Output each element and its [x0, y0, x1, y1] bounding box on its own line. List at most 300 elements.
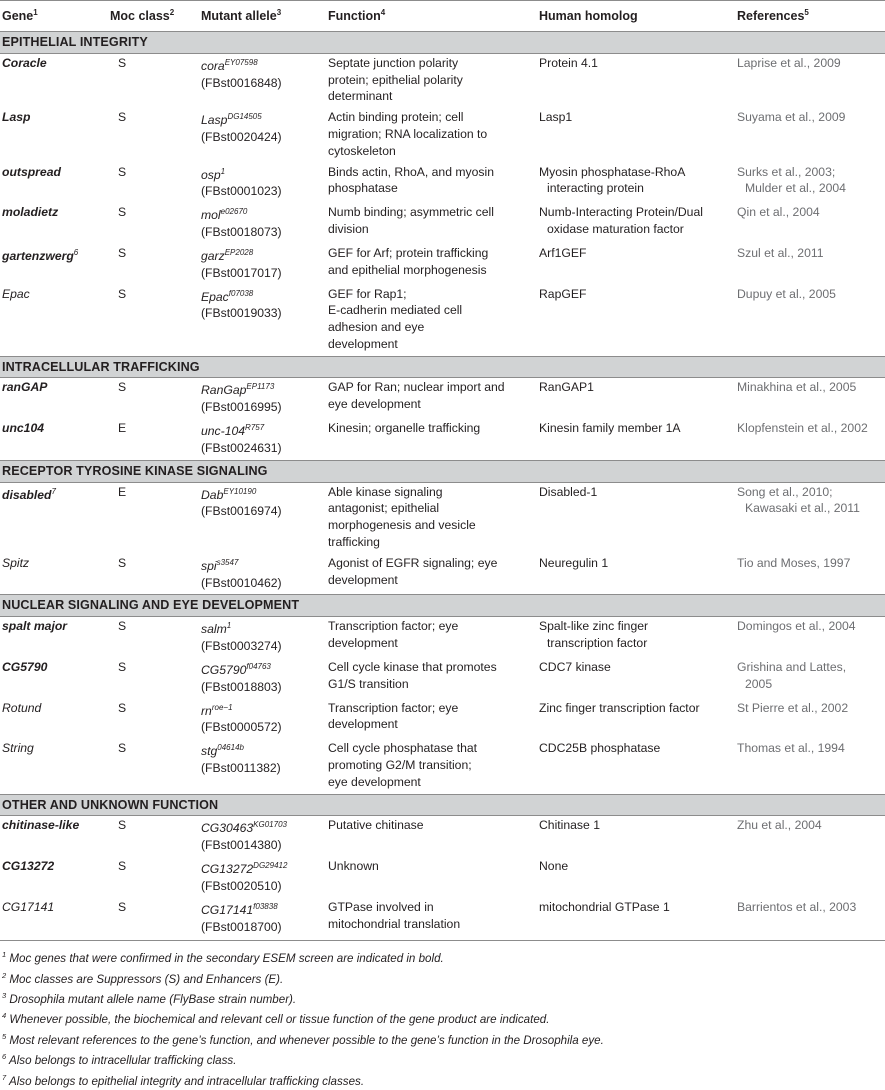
gene-cell: [0, 739, 108, 794]
allele-name: salm: [201, 622, 227, 637]
allele-name: Lasp: [201, 113, 228, 128]
moc-class-cell: S: [118, 818, 127, 833]
gene-name: unc104: [2, 421, 45, 436]
gene-name: moladietz: [2, 205, 59, 220]
function-line: GEF for Arf; protein trafficking: [328, 245, 489, 260]
homolog-line: interacting protein: [547, 181, 644, 196]
strain-number: (FBst0017017): [201, 265, 282, 280]
moc-class-cell: S: [118, 659, 127, 674]
allele-cell: [199, 285, 326, 357]
references-cell: [735, 857, 885, 898]
function-line: GTPase involved in: [328, 899, 434, 914]
function-cell: [326, 699, 537, 740]
function-cell: [326, 108, 537, 162]
footnote-number: 4: [2, 1011, 7, 1021]
allele-cell: [199, 378, 326, 419]
strain-number: (FBst0016848): [201, 75, 282, 90]
strain-number: (FBst0018803): [201, 679, 282, 694]
strain-number: (FBst0018700): [201, 919, 282, 934]
function-cell: [326, 658, 537, 699]
reference-line: Szul et al., 2011: [737, 245, 824, 260]
footnotes: [0, 947, 885, 1090]
homolog-cell: [537, 617, 735, 658]
strain-number: (FBst0003274): [201, 639, 282, 654]
homolog-line: CDC7 kinase: [539, 659, 611, 674]
function-line: and epithelial morphogenesis: [328, 262, 487, 277]
references-cell: [735, 108, 885, 162]
function-line: Binds actin, RhoA, and myosin: [328, 164, 494, 179]
function-line: development: [328, 572, 398, 587]
table-row: [0, 658, 885, 699]
column-header-footnote: 1: [33, 8, 38, 17]
function-line: E-cadherin mediated cell: [328, 303, 463, 318]
section-title: NUCLEAR SIGNALING AND EYE DEVELOPMENT: [0, 595, 885, 617]
section-header-row: [0, 356, 885, 378]
table-row: [0, 898, 885, 941]
gene-name: chitinase-like: [2, 818, 80, 833]
gene-name: CG13272: [2, 859, 55, 874]
reference-line: Suyama et al., 2009: [737, 110, 846, 125]
moc-class-cell: E: [118, 421, 127, 436]
allele-superscript: DG14505: [227, 112, 262, 122]
gene-cell: [0, 482, 108, 554]
moc-class-cell: S: [118, 741, 127, 756]
table-row: [0, 108, 885, 162]
function-line: GEF for Rap1;: [328, 286, 407, 301]
allele-cell: [199, 617, 326, 658]
homolog-cell: [537, 108, 735, 162]
function-line: development: [328, 636, 398, 651]
allele-cell: [199, 419, 326, 460]
homolog-line: Spalt-like zinc finger: [539, 619, 649, 634]
function-cell: [326, 554, 537, 595]
section-header-row: [0, 31, 885, 53]
strain-number: (FBst0019033): [201, 306, 282, 321]
reference-line: Zhu et al., 2004: [737, 818, 822, 833]
function-line: Cell cycle kinase that promotes: [328, 659, 497, 674]
homolog-line: Myosin phosphatase-RhoA: [539, 164, 686, 179]
section-header-row: [0, 460, 885, 482]
function-line: Unknown: [328, 859, 379, 874]
gene-cell: [0, 699, 108, 740]
footnote-number: 1: [2, 950, 7, 960]
reference-line: St Pierre et al., 2002: [737, 700, 849, 715]
reference-line: Dupuy et al., 2005: [737, 286, 836, 301]
strain-number: (FBst0016974): [201, 504, 282, 519]
gene-name: String: [2, 741, 34, 756]
reference-line: Song et al., 2010;: [737, 484, 833, 499]
homolog-line: Disabled-1: [539, 484, 598, 499]
function-line: promoting G2/M transition;: [328, 758, 472, 772]
function-cell: [326, 163, 537, 204]
function-cell: [326, 419, 537, 460]
footnote-number: 3: [2, 991, 7, 1001]
gene-cell: [0, 203, 108, 244]
reference-line: Klopfenstein et al., 2002: [737, 421, 868, 436]
footnote: [2, 947, 885, 967]
function-line: Actin binding protein; cell: [328, 110, 464, 125]
allele-cell: [199, 898, 326, 941]
header-row: [0, 1, 885, 32]
gene-name: disabled: [2, 487, 52, 502]
strain-number: (FBst0010462): [201, 575, 282, 590]
gene-name: Rotund: [2, 700, 42, 715]
function-cell: [326, 857, 537, 898]
column-header-label: References: [737, 9, 805, 24]
gene-name: Spitz: [2, 555, 30, 570]
footnote: [2, 1070, 885, 1090]
reference-line: Kawasaki et al., 2011: [745, 501, 860, 516]
allele-cell: [199, 244, 326, 285]
footnote-text: Also belongs to epithelial integrity and intracellular trafficking classes.: [6, 1074, 365, 1088]
allele-cell: [199, 699, 326, 740]
gene-cell: [0, 419, 108, 460]
homolog-cell: [537, 554, 735, 595]
allele-name: Dab: [201, 487, 224, 502]
reference-line: Tio and Moses, 1997: [737, 555, 851, 570]
function-cell: [326, 482, 537, 554]
column-header-footnote: 3: [276, 8, 282, 17]
allele-name: Epac: [201, 289, 229, 304]
function-line: adhesion and eye: [328, 320, 425, 335]
column-header: [199, 1, 326, 32]
gene-cell: [0, 378, 108, 419]
footnote: [2, 968, 885, 988]
gene-cell: [0, 898, 108, 941]
reference-line: Domingos et al., 2004: [737, 619, 856, 634]
reference-line: 2005: [745, 676, 773, 691]
column-header-footnote: 4: [380, 8, 386, 17]
function-cell: [326, 617, 537, 658]
function-line: determinant: [328, 89, 393, 104]
footnote-text: Whenever possible, the biochemical and relevant cell or tissue function of the gene product are indicated.: [6, 1013, 550, 1027]
homolog-line: Zinc finger transcription factor: [539, 700, 700, 715]
strain-number: (FBst0014380): [201, 838, 282, 853]
allele-name: mol: [201, 208, 221, 223]
function-line: development: [328, 336, 398, 351]
function-line: G1/S transition: [328, 676, 409, 691]
table-row: [0, 163, 885, 204]
homolog-cell: [537, 857, 735, 898]
reference-line: Thomas et al., 1994: [737, 741, 845, 756]
allele-name: spi: [201, 558, 217, 573]
function-line: Kinesin; organelle trafficking: [328, 421, 481, 436]
references-cell: [735, 53, 885, 108]
function-cell: [326, 285, 537, 357]
allele-superscript: 1: [220, 166, 226, 176]
gene-cell: [0, 108, 108, 162]
homolog-line: Kinesin family member 1A: [539, 421, 681, 436]
moc-class-cell: S: [118, 286, 127, 301]
strain-number: (FBst0016995): [201, 400, 282, 415]
strain-number: (FBst0001023): [201, 184, 282, 199]
function-cell: [326, 203, 537, 244]
column-header: [0, 1, 108, 32]
allele-superscript: DG29412: [253, 861, 288, 871]
references-cell: [735, 203, 885, 244]
allele-name: CG30463: [201, 821, 254, 836]
table-row: [0, 857, 885, 898]
homolog-line: transcription factor: [547, 636, 648, 651]
footnote-text: Most relevant references to the gene’s function, and whenever possible to the gene’s function in the Drosophila eye.: [6, 1033, 604, 1047]
function-line: morphogenesis and vesicle: [328, 518, 476, 533]
allele-cell: [199, 108, 326, 162]
function-line: Numb binding; asymmetric cell: [328, 205, 494, 220]
homolog-line: Numb-Interacting Protein/Dual: [539, 205, 703, 220]
allele-superscript: e02670: [220, 207, 248, 217]
allele-name: CG5790: [201, 662, 247, 677]
function-line: phosphatase: [328, 181, 398, 196]
function-cell: [326, 739, 537, 794]
homolog-cell: [537, 244, 735, 285]
homolog-line: Lasp1: [539, 110, 573, 125]
allele-superscript: EP1173: [246, 382, 275, 392]
footnote-text: Drosophila mutant allele name (FlyBase strain number).: [6, 992, 297, 1006]
gene-footnote: 7: [51, 486, 56, 496]
footnote: [2, 1008, 885, 1028]
references-cell: [735, 658, 885, 699]
gene-name: spalt major: [2, 619, 68, 634]
allele-superscript: f04763: [246, 661, 271, 671]
table-row: [0, 739, 885, 794]
allele-cell: [199, 857, 326, 898]
allele-cell: [199, 163, 326, 204]
column-header: [108, 1, 199, 32]
allele-superscript: f03838: [253, 901, 278, 911]
function-line: trafficking: [328, 534, 380, 549]
function-cell: [326, 378, 537, 419]
allele-superscript: KG01703: [253, 820, 287, 830]
allele-superscript: EY10190: [223, 486, 257, 496]
references-cell: [735, 617, 885, 658]
gene-cell: [0, 244, 108, 285]
function-line: Able kinase signaling: [328, 484, 443, 499]
function-line: GAP for Ran; nuclear import and: [328, 380, 505, 395]
allele-superscript: f07038: [228, 288, 254, 298]
footnote: [2, 1029, 885, 1049]
function-cell: [326, 898, 537, 941]
allele-name: cora: [201, 58, 225, 73]
moc-class-cell: S: [118, 619, 127, 634]
homolog-line: RapGEF: [539, 286, 587, 301]
moc-class-cell: S: [118, 55, 127, 70]
gene-name: CG5790: [2, 659, 48, 674]
allele-name: CG13272: [201, 862, 254, 877]
moc-class-cell: E: [118, 484, 127, 499]
allele-name: osp: [201, 167, 221, 182]
gene-name: Epac: [2, 286, 30, 301]
moc-class-cell: S: [118, 164, 127, 179]
homolog-cell: [537, 699, 735, 740]
gene-footnote: 6: [73, 247, 79, 257]
allele-superscript: roe−1: [211, 702, 233, 712]
homolog-line: None: [539, 859, 569, 874]
function-line: cytoskeleton: [328, 143, 396, 158]
strain-number: (FBst0018073): [201, 225, 282, 240]
section-title: INTRACELLULAR TRAFFICKING: [0, 356, 885, 378]
reference-line: Barrientos et al., 2003: [737, 899, 857, 914]
function-line: protein; epithelial polarity: [328, 72, 463, 87]
homolog-line: Neuregulin 1: [539, 555, 609, 570]
gene-cell: [0, 53, 108, 108]
moc-class-cell: S: [118, 700, 127, 715]
homolog-line: Arf1GEF: [539, 245, 587, 260]
column-header-label: Moc class: [110, 9, 170, 24]
column-header-label: Function: [328, 9, 381, 24]
allele-name: unc-104: [201, 424, 246, 439]
reference-line: Surks et al., 2003;: [737, 164, 836, 179]
allele-name: stg: [201, 744, 218, 759]
column-header: [537, 1, 735, 32]
footnote-number: 2: [2, 970, 7, 980]
function-line: Cell cycle phosphatase that: [328, 741, 478, 756]
function-line: division: [328, 221, 369, 236]
allele-superscript: 1: [226, 621, 232, 631]
column-header-footnote: 2: [169, 8, 175, 17]
allele-cell: [199, 739, 326, 794]
column-header-label: Human homolog: [539, 9, 638, 24]
section-header-row: [0, 794, 885, 816]
column-header: [326, 1, 537, 32]
function-line: eye development: [328, 397, 421, 412]
allele-cell: [199, 816, 326, 857]
section-title: RECEPTOR TYROSINE KINASE SIGNALING: [0, 460, 885, 482]
homolog-cell: [537, 739, 735, 794]
references-cell: [735, 378, 885, 419]
allele-name: RanGap: [201, 383, 247, 398]
gene-cell: [0, 554, 108, 595]
table-row: [0, 816, 885, 857]
table-row: [0, 378, 885, 419]
function-line: antagonist; epithelial: [328, 501, 440, 516]
references-cell: [735, 482, 885, 554]
reference-line: Mulder et al., 2004: [745, 181, 846, 196]
section-title: OTHER AND UNKNOWN FUNCTION: [0, 794, 885, 816]
function-line: Transcription factor; eye: [328, 619, 459, 634]
footnote-text: Moc genes that were confirmed in the secondary ESEM screen are indicated in bold.: [6, 952, 444, 966]
function-line: Agonist of EGFR signaling; eye: [328, 555, 498, 570]
footnote: [2, 988, 885, 1008]
gene-name: gartenzwerg: [2, 248, 74, 263]
allele-superscript: EY07598: [224, 57, 258, 67]
reference-line: Qin et al., 2004: [737, 205, 820, 220]
homolog-cell: [537, 482, 735, 554]
gene-cell: [0, 857, 108, 898]
gene-cell: [0, 285, 108, 357]
column-header-footnote: 5: [804, 8, 809, 17]
allele-superscript: R757: [245, 423, 265, 433]
strain-number: (FBst0020510): [201, 878, 282, 893]
allele-superscript: EP2028: [224, 247, 254, 257]
reference-line: Laprise et al., 2009: [737, 55, 841, 70]
function-line: Transcription factor; eye: [328, 700, 459, 715]
gene-cell: [0, 617, 108, 658]
references-cell: [735, 554, 885, 595]
function-line: eye development: [328, 774, 421, 789]
strain-number: (FBst0024631): [201, 441, 282, 455]
footnote: [2, 1049, 885, 1069]
allele-cell: [199, 482, 326, 554]
homolog-cell: [537, 53, 735, 108]
homolog-cell: [537, 203, 735, 244]
footnote-number: 7: [2, 1072, 7, 1082]
homolog-line: Chitinase 1: [539, 818, 600, 833]
homolog-cell: [537, 898, 735, 941]
table-row: [0, 244, 885, 285]
homolog-line: oxidase maturation factor: [547, 221, 684, 236]
allele-superscript: s3547: [216, 557, 239, 567]
moc-class-cell: S: [118, 380, 127, 395]
table-row: [0, 554, 885, 595]
gene-name: ranGAP: [2, 380, 48, 395]
homolog-line: Protein 4.1: [539, 55, 598, 70]
homolog-cell: [537, 285, 735, 357]
references-cell: [735, 419, 885, 460]
column-header-label: Gene: [2, 9, 34, 24]
strain-number: (FBst0000572): [201, 720, 282, 735]
references-cell: [735, 285, 885, 357]
moc-class-cell: S: [108, 898, 199, 941]
gene-cell: [0, 163, 108, 204]
gene-cell: [0, 816, 108, 857]
homolog-cell: [537, 816, 735, 857]
strain-number: (FBst0011382): [201, 761, 281, 776]
table-row: [0, 699, 885, 740]
function-line: Putative chitinase: [328, 818, 424, 833]
footnote-number: 6: [2, 1052, 7, 1062]
gene-name: Coracle: [2, 55, 47, 70]
gene-name: Lasp: [2, 110, 31, 125]
moc-class-cell: S: [118, 859, 127, 874]
table-row: [0, 285, 885, 357]
gene-cell: [0, 658, 108, 699]
homolog-cell: [537, 419, 735, 460]
gene-name: outspread: [2, 164, 61, 179]
homolog-cell: [537, 163, 735, 204]
allele-name: garz: [201, 248, 225, 263]
homolog-cell: [537, 378, 735, 419]
allele-cell: [199, 658, 326, 699]
references-cell: [735, 163, 885, 204]
strain-number: (FBst0020424): [201, 130, 282, 144]
allele-superscript: 04614b: [217, 743, 244, 753]
column-header-label: Mutant allele: [201, 9, 277, 24]
table-row: [0, 617, 885, 658]
references-cell: [735, 816, 885, 857]
function-line: development: [328, 717, 398, 732]
allele-cell: [199, 554, 326, 595]
references-cell: [735, 244, 885, 285]
gene-name: CG17141: [2, 899, 55, 914]
function-line: mitochondrial translation: [328, 916, 461, 931]
footnote-number: 5: [2, 1031, 7, 1041]
reference-line: Grishina and Lattes,: [737, 659, 847, 674]
references-cell: [735, 699, 885, 740]
function-line: migration; RNA localization to: [328, 126, 488, 141]
table-row: [0, 53, 885, 108]
references-cell: [735, 898, 885, 941]
column-header: [735, 1, 885, 32]
table-row: [0, 419, 885, 460]
allele-name: rn: [201, 703, 212, 718]
function-cell: [326, 244, 537, 285]
footnote-text: Moc classes are Suppressors (S) and Enhancers (E).: [6, 972, 284, 986]
function-line: Septate junction polarity: [328, 55, 459, 70]
section-title: EPITHELIAL INTEGRITY: [0, 31, 885, 53]
homolog-line: mitochondrial GTPase 1: [539, 899, 670, 914]
function-cell: [326, 816, 537, 857]
homolog-cell: [537, 658, 735, 699]
